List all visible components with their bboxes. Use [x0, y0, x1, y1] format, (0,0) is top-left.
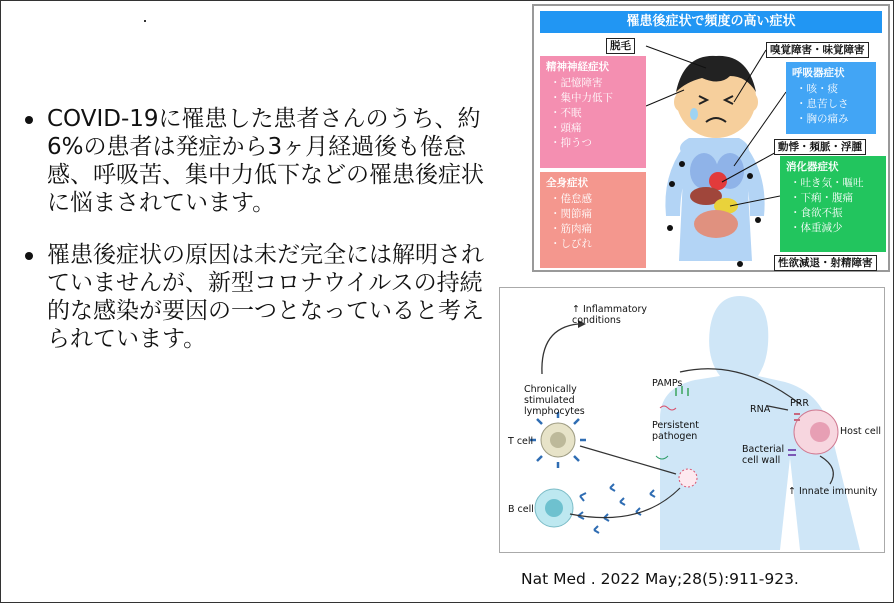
stray-dot	[144, 20, 146, 22]
label-t-cell: T cell	[508, 436, 534, 447]
panel-mental-item: ・集中力低下	[550, 92, 613, 104]
panel-mental-item: ・記憶障害	[550, 77, 603, 89]
label-smell-taste: 嗅覚障害・味覚障害	[766, 42, 869, 58]
panel-body-item: ・しびれ	[550, 238, 592, 250]
panel-body	[540, 172, 646, 268]
label-innate: ↑ Innate immunity	[788, 486, 878, 497]
label-chronic: Chronically stimulated lymphocytes	[524, 384, 585, 417]
label-b-cell: B cell	[508, 504, 534, 515]
label-sexual: 性欲減退・射精障害	[774, 255, 877, 271]
panel-respiratory-item: ・胸の痛み	[796, 113, 849, 125]
label-host-cell: Host cell	[840, 426, 881, 437]
citation: Nat Med . 2022 May;28(5):911-923.	[521, 570, 799, 588]
panel-digestive	[780, 156, 886, 252]
panel-body-item: ・倦怠感	[550, 193, 592, 205]
panel-respiratory-heading: 呼吸器症状	[792, 67, 845, 79]
panel-digestive-item: ・下痢・腹痛	[790, 192, 853, 204]
bullet-text: 罹患後症状の原因は未だ完全には解明されていませんが、新型コロナウイルスの持続的な感染が要因の一つとなっていると考えられています。	[47, 242, 484, 352]
bullet-dot-icon	[25, 116, 33, 124]
label-prr: PRR	[790, 398, 809, 409]
label-palpitation: 動悸・頻脈・浮腫	[774, 139, 866, 155]
panel-body-item: ・筋肉痛	[550, 223, 592, 235]
label-rna: RNA	[750, 404, 771, 415]
label-pamps: PAMPs	[652, 378, 683, 389]
panel-digestive-item: ・食欲不振	[790, 207, 843, 219]
panel-respiratory-item: ・息苦しさ	[796, 98, 849, 110]
label-inflammatory: ↑ Inflammatory conditions	[572, 304, 648, 326]
panel-digestive-item: ・吐き気・嘔吐	[790, 177, 864, 189]
bullet-dot-icon	[25, 252, 33, 260]
panel-digestive-heading: 消化器症状	[786, 161, 839, 173]
bullet-text: COVID-19に罹患した患者さんのうち、約6%の患者は発症から3ヶ月経過後も倦怠感、呼吸苦、集中力低下などの罹患後症状に悩まされています。	[47, 106, 484, 216]
symptoms-figure-title: 罹患後症状で頻度の高い症状	[540, 11, 882, 33]
panel-mental-item: ・不眠	[550, 107, 582, 119]
label-bacterial: Bacterial cell wall	[742, 444, 785, 466]
panel-body-heading: 全身症状	[546, 177, 588, 189]
label-hair-loss: 脱毛	[606, 38, 635, 54]
mechanism-figure	[499, 287, 885, 553]
panel-respiratory	[786, 62, 876, 134]
panel-body-item: ・関節痛	[550, 208, 592, 220]
symptoms-figure	[532, 4, 890, 272]
panel-mental-item: ・頭痛	[550, 122, 582, 134]
panel-digestive-item: ・体重減少	[790, 222, 843, 234]
bullet-list	[25, 105, 505, 377]
panel-respiratory-item: ・咳・痰	[796, 83, 838, 95]
bullet-item	[25, 105, 505, 217]
label-persistent: Persistent pathogen	[652, 420, 699, 442]
bullet-item	[25, 241, 505, 353]
panel-mental-heading: 精神神経症状	[546, 61, 609, 73]
panel-mental	[540, 56, 646, 168]
panel-mental-item: ・抑うつ	[550, 137, 592, 149]
